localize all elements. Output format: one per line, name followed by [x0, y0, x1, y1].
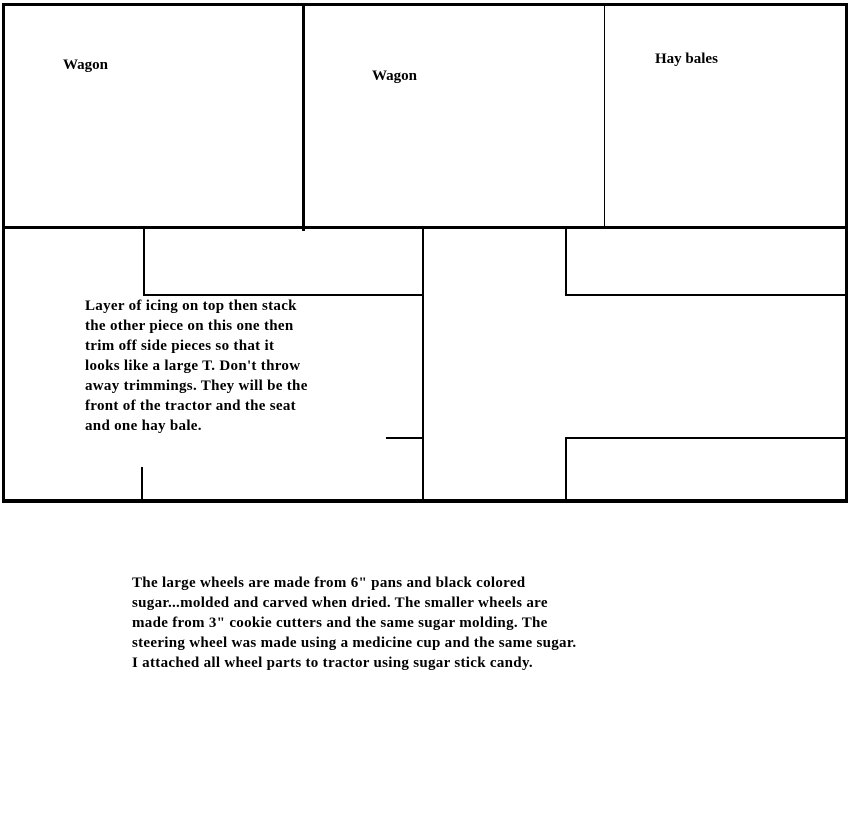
frame-left: [2, 3, 5, 503]
right-notch-top-horizontal: [565, 294, 847, 296]
divider-wagon-haybales: [604, 3, 605, 228]
divider-wagon-wagon: [302, 3, 305, 231]
frame-top: [2, 3, 848, 6]
wheels-caption: The large wheels are made from 6" pans and black colored sugar...molded and carved when dried. The smaller wheels are made from 3" cookie cutters and the same sugar molding. The steering wheel was made using a medicine cup and the same sugar. I attached all wheel parts to tractor using sugar stick candy.: [132, 575, 577, 671]
divider-top-row-bottom: [2, 226, 848, 229]
frame-bottom: [2, 499, 848, 503]
haybales-label: Hay bales: [655, 51, 718, 67]
center-divider: [422, 228, 424, 501]
right-notch-top-vertical: [565, 228, 567, 296]
wagon-label-middle: Wagon: [372, 68, 418, 84]
center-instruction-note: Layer of icing on top then stack the other piece on this one then trim off side pieces so that it looks like a large T. Don't throw away trimmings. They will be the front of the tractor and the seat and one hay bale.: [85, 298, 308, 434]
wagon-label-left: Wagon: [63, 57, 109, 73]
lower-left-tick: [141, 467, 143, 500]
t-stem-left-edge: [143, 228, 145, 296]
right-notch-bottom-horizontal: [565, 437, 847, 439]
right-notch-bottom-vertical: [565, 437, 567, 501]
frame-right: [845, 3, 848, 503]
center-notch: [386, 437, 424, 439]
